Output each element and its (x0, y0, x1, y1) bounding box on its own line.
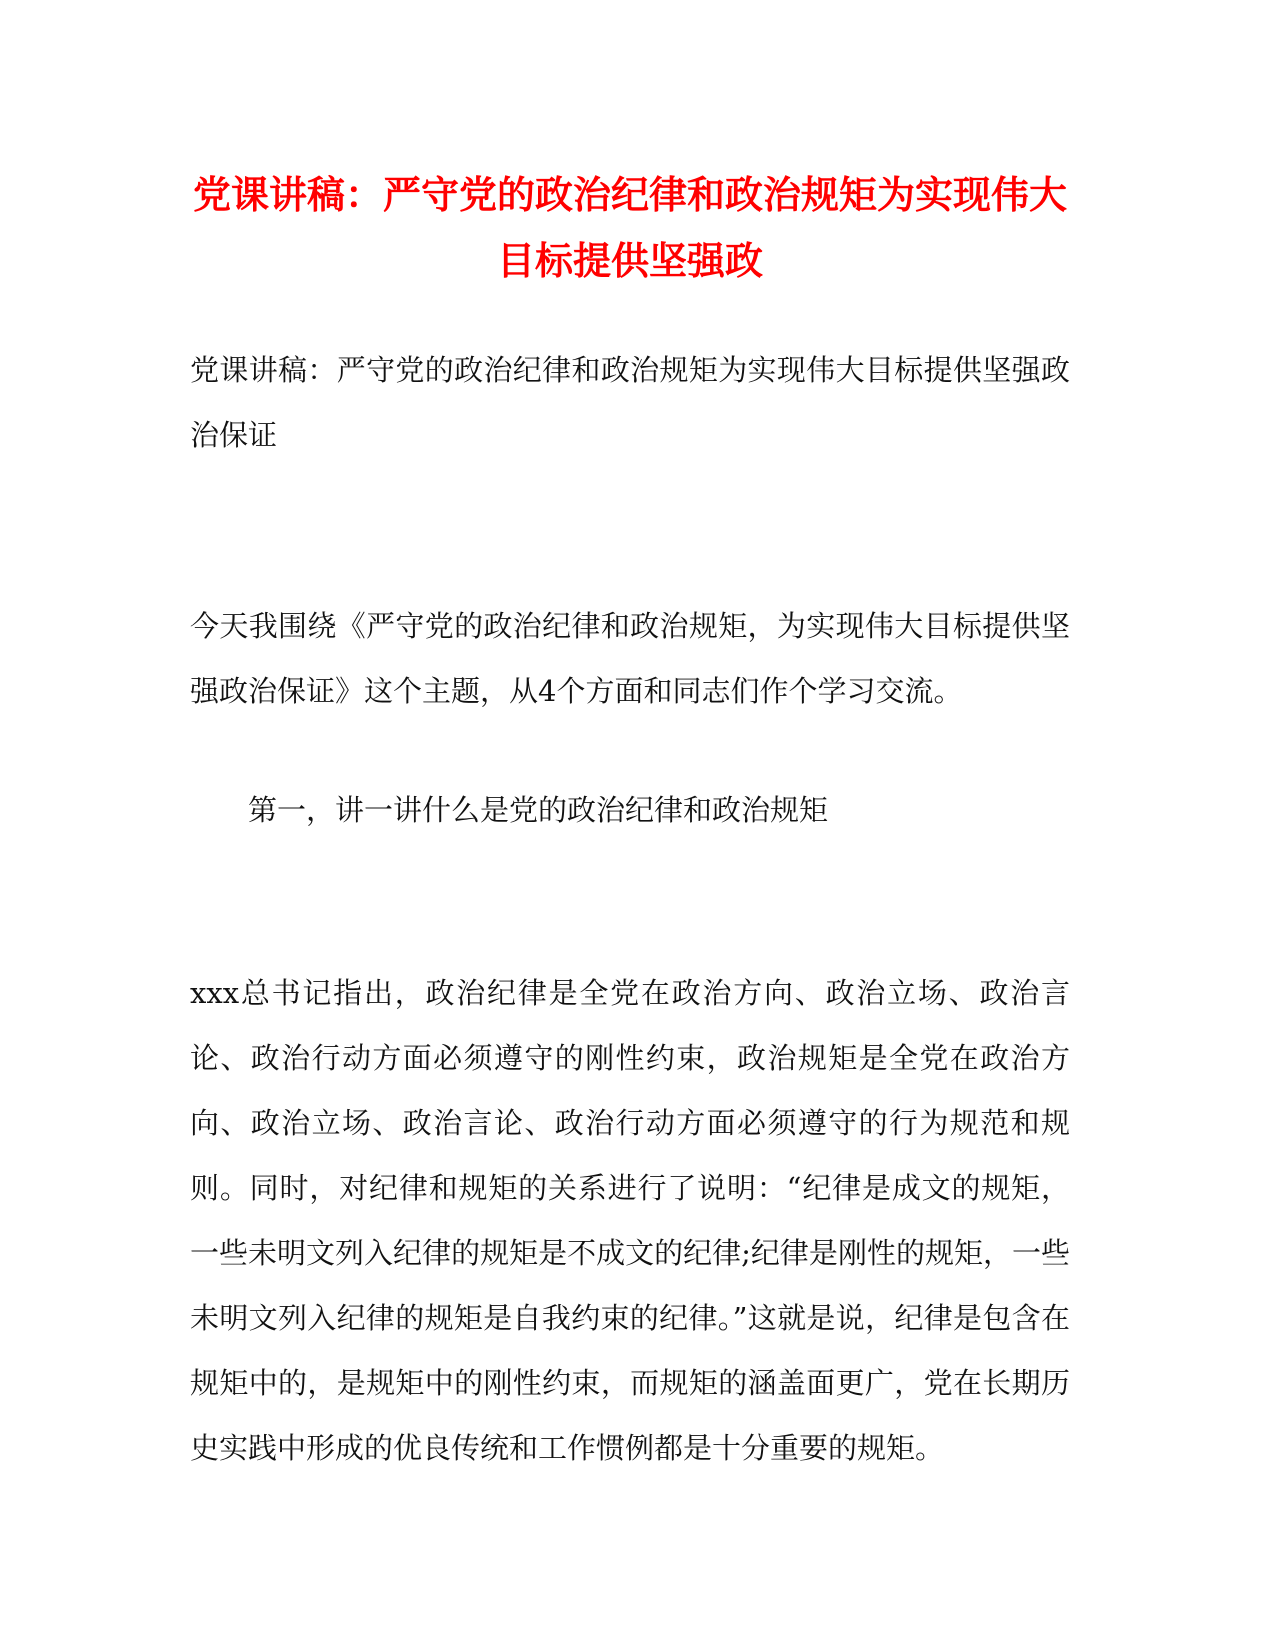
document-title: 党课讲稿：严守党的政治纪律和政治规矩为实现伟大目标提供坚强政 (192, 172, 1067, 283)
intro-paragraph: 今天我围绕《严守党的政治纪律和政治规矩，为实现伟大目标提供坚强政治保证》这个主题，从4个方面和同志们作个学习交流。 (190, 609, 1070, 708)
section-heading-1: 第一，讲一讲什么是党的政治纪律和政治规矩 (248, 793, 829, 827)
body-paragraph: xxx总书记指出，政治纪律是全党在政治方向、政治立场、政治言论、政治行动方面必须遵守的刚性约束，政治规矩是全党在政治方向、政治立场、政治言论、政治行动方面必须遵守的行为规范和规则。同时，对纪律和规矩的关系进行了说明：“纪律是成文的规矩，一些未明文列入纪律的规矩是不成文的纪律;纪律是刚性的规矩，一些未明文列入纪律的规矩是自我约束的纪律。”这就是说，纪律是包含在规矩中的，是规矩中的刚性约束，而规矩的涵盖面更广，党在长期历史实践中形成的优良传统和工作惯例都是十分重要的规矩。 (190, 976, 1070, 1465)
subtitle-paragraph: 党课讲稿：严守党的政治纪律和政治规矩为实现伟大目标提供坚强政治保证 (190, 353, 1070, 452)
